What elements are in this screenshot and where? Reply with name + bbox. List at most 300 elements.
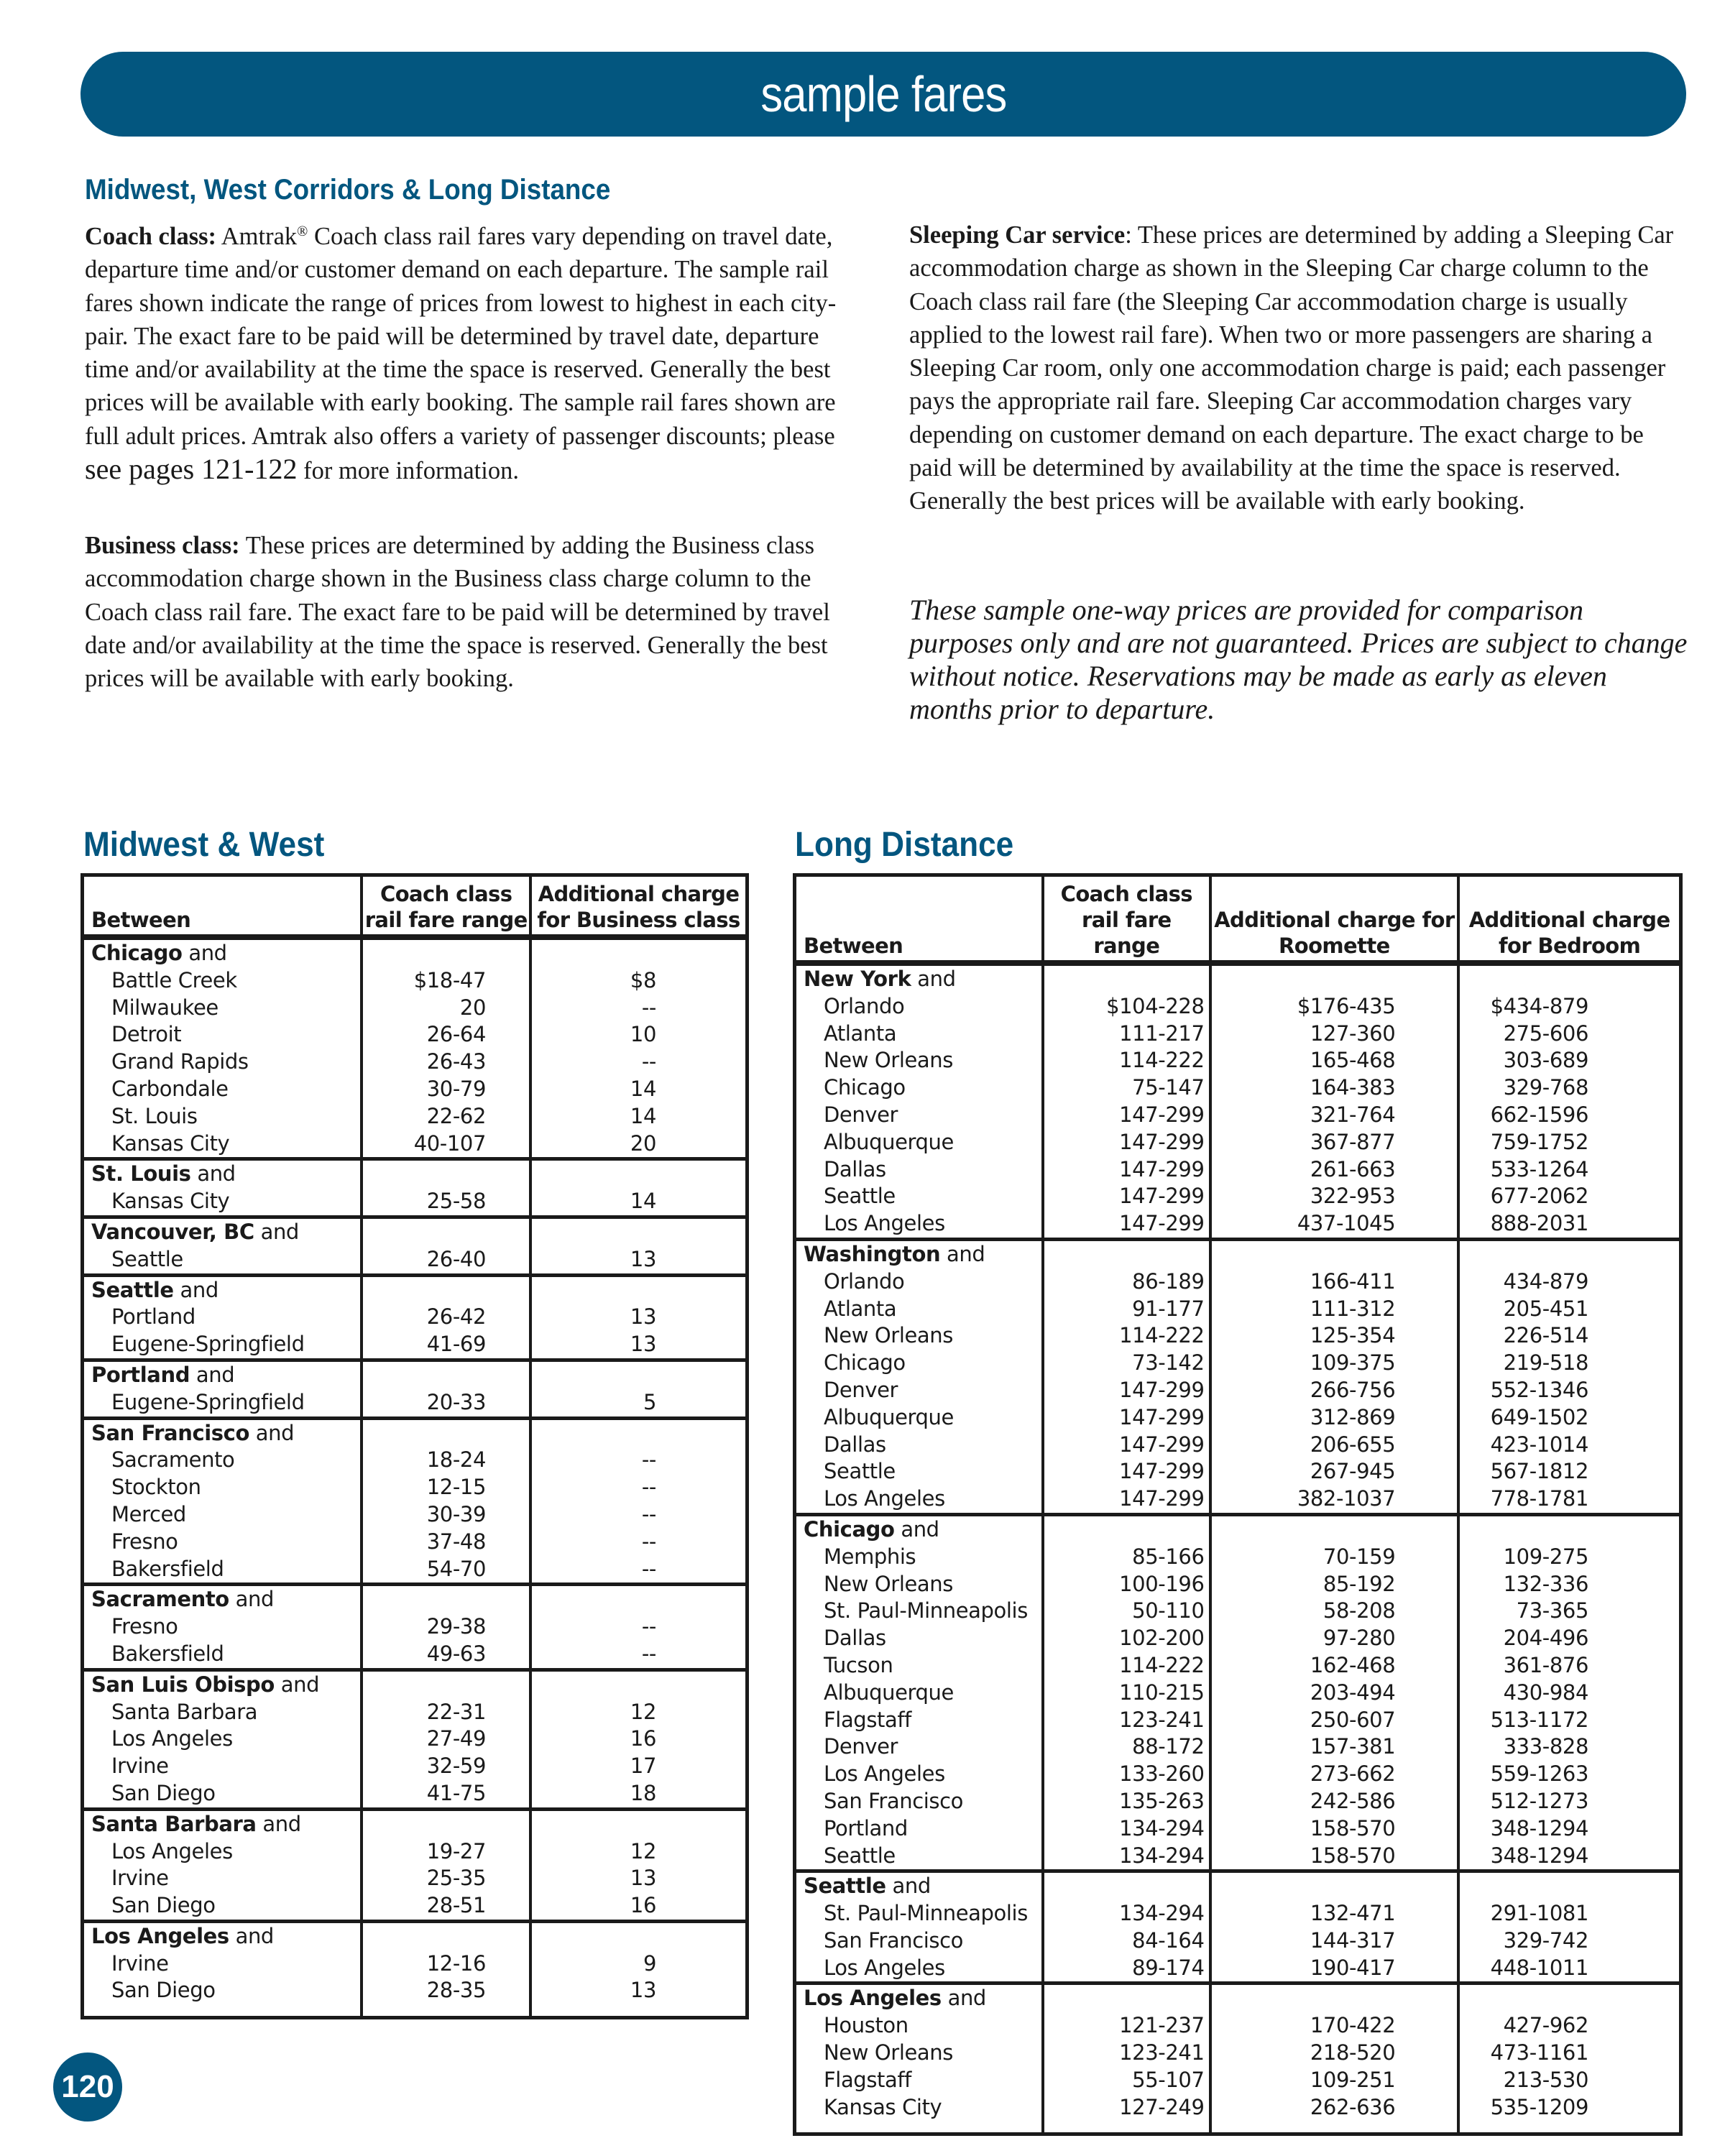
fare-value: 30-39 — [362, 1501, 530, 1529]
origin-group — [83, 1809, 748, 1921]
column-header: Coach class rail fare range — [1043, 875, 1210, 964]
destination-city: Eugene-Springfield — [83, 1331, 362, 1360]
fare-value: 348-1294 — [1458, 1815, 1680, 1843]
fare-value: 109-375 — [1210, 1350, 1459, 1377]
fare-value: 266-756 — [1210, 1377, 1459, 1404]
sleeping-car-paragraph — [909, 218, 1689, 518]
fare-value: 16 — [530, 1892, 747, 1921]
fare-value: 13 — [530, 1865, 747, 1892]
fare-value: 312-869 — [1210, 1404, 1459, 1432]
origin-group — [83, 1921, 748, 2017]
fare-value: -- — [530, 1613, 747, 1641]
table-row — [795, 1815, 1681, 1843]
destination-city: New Orleans — [795, 1047, 1044, 1074]
fare-value: 147-299 — [1043, 1156, 1210, 1184]
fare-value: 662-1596 — [1458, 1102, 1680, 1129]
header-row — [83, 875, 748, 938]
table-row — [795, 2012, 1681, 2040]
fare-value: 427-962 — [1458, 2012, 1680, 2040]
table-row — [795, 1927, 1681, 1955]
origin-group — [795, 1514, 1681, 1871]
origin-group — [795, 963, 1681, 1239]
fare-value: 25-58 — [362, 1188, 530, 1217]
destination-city: Kansas City — [83, 1130, 362, 1159]
fare-value: 12-15 — [362, 1474, 530, 1501]
fare-value: 423-1014 — [1458, 1432, 1680, 1459]
origin-name: San Luis Obispo — [91, 1672, 275, 1697]
fare-value: 147-299 — [1043, 1485, 1210, 1514]
page-number: 120 — [61, 2069, 114, 2104]
table-row — [795, 1625, 1681, 1652]
fare-value: 12 — [530, 1838, 747, 1866]
fare-value: 86-189 — [1043, 1268, 1210, 1296]
table-row — [795, 1129, 1681, 1156]
destination-city: St. Louis — [83, 1103, 362, 1130]
table-row — [795, 1707, 1681, 1734]
fare-value: 26-64 — [362, 1021, 530, 1049]
table-row — [83, 1474, 748, 1501]
fare-value: 26-42 — [362, 1304, 530, 1331]
origin-city: Santa Barbara and — [83, 1809, 362, 1838]
pages-reference-link[interactable]: see pages 121-122 — [85, 453, 298, 486]
fare-value: 110-215 — [1043, 1680, 1210, 1707]
destination-city: Albuquerque — [795, 1404, 1044, 1432]
fare-value: 5 — [530, 1389, 747, 1418]
origin-row — [795, 1514, 1681, 1543]
table-row — [795, 1955, 1681, 1984]
origin-name: St. Louis — [91, 1161, 191, 1187]
table-row — [795, 1485, 1681, 1514]
fare-value: 10 — [530, 1021, 747, 1049]
table-row — [795, 2067, 1681, 2094]
fare-value: 54-70 — [362, 1556, 530, 1585]
fare-value: 533-1264 — [1458, 1156, 1680, 1184]
fare-value: -- — [530, 1556, 747, 1585]
fare-value: 50-110 — [1043, 1598, 1210, 1625]
fare-value: 9 — [530, 1950, 747, 1978]
fare-value: 114-222 — [1043, 1047, 1210, 1074]
destination-city: Battle Creek — [83, 967, 362, 995]
origin-city: San Luis Obispo and — [83, 1669, 362, 1698]
destination-city: Dallas — [795, 1156, 1044, 1184]
fare-value: 134-294 — [1043, 1815, 1210, 1843]
origin-row — [83, 1275, 748, 1304]
fare-value: 512-1273 — [1458, 1788, 1680, 1815]
origin-row — [83, 1921, 748, 1950]
fare-value: 29-38 — [362, 1613, 530, 1641]
origin-group — [83, 1275, 748, 1360]
table-row — [795, 2040, 1681, 2067]
destination-city: Milwaukee — [83, 995, 362, 1022]
origin-row — [83, 1217, 748, 1245]
table-row — [795, 2094, 1681, 2122]
destination-city: Atlanta — [795, 1021, 1044, 1048]
table-row — [83, 1613, 748, 1641]
origin-row — [83, 937, 748, 967]
header-row — [795, 875, 1681, 964]
fare-value: 164-383 — [1210, 1074, 1459, 1102]
origin-name: Sacramento — [91, 1587, 229, 1612]
fare-value: 125-354 — [1210, 1322, 1459, 1350]
destination-city: Bakersfield — [83, 1641, 362, 1669]
origin-group — [83, 1360, 748, 1418]
table-row — [795, 1102, 1681, 1129]
fare-value: 75-147 — [1043, 1074, 1210, 1102]
fare-value: 73-142 — [1043, 1350, 1210, 1377]
fare-value: 85-166 — [1043, 1544, 1210, 1571]
origin-city: Chicago and — [83, 937, 362, 967]
fare-value: 41-75 — [362, 1780, 530, 1809]
table-row — [795, 1761, 1681, 1788]
fare-value: 100-196 — [1043, 1571, 1210, 1598]
fare-value: 73-365 — [1458, 1598, 1680, 1625]
table-row — [83, 1753, 748, 1780]
fare-value: 70-159 — [1210, 1544, 1459, 1571]
fare-value: 219-518 — [1458, 1350, 1680, 1377]
destination-city: Irvine — [83, 1753, 362, 1780]
destination-city: St. Paul-Minneapolis — [795, 1598, 1044, 1625]
table-row — [795, 1544, 1681, 1571]
destination-city: Flagstaff — [795, 1707, 1044, 1734]
fare-value: 203-494 — [1210, 1680, 1459, 1707]
fare-value: 226-514 — [1458, 1322, 1680, 1350]
fare-value: 147-299 — [1043, 1377, 1210, 1404]
fare-value: 18 — [530, 1780, 747, 1809]
origin-city: Los Angeles and — [83, 1921, 362, 1950]
origin-row — [83, 1669, 748, 1698]
table-row — [83, 1641, 748, 1669]
fare-value: 127-249 — [1043, 2094, 1210, 2122]
table-row — [795, 1598, 1681, 1625]
table-row — [83, 1977, 748, 2004]
fare-value: 218-520 — [1210, 2040, 1459, 2067]
destination-city: Eugene-Springfield — [83, 1389, 362, 1418]
fare-value: 97-280 — [1210, 1625, 1459, 1652]
origin-row — [795, 1239, 1681, 1268]
table-row — [795, 1350, 1681, 1377]
destination-city: San Francisco — [795, 1927, 1044, 1955]
destination-city: Houston — [795, 2012, 1044, 2040]
fare-value: 134-294 — [1043, 1843, 1210, 1871]
fare-value: 18-24 — [362, 1447, 530, 1474]
destination-city: Stockton — [83, 1474, 362, 1501]
origin-row — [795, 1871, 1681, 1900]
long-distance-table — [793, 873, 1683, 2136]
fare-value: 111-312 — [1210, 1296, 1459, 1323]
origin-city: Seattle and — [83, 1275, 362, 1304]
destination-city: Detroit — [83, 1021, 362, 1049]
table-row — [83, 1049, 748, 1076]
fare-value: 206-655 — [1210, 1432, 1459, 1459]
destination-city: Denver — [795, 1377, 1044, 1404]
table-row — [795, 993, 1681, 1021]
destination-city: Los Angeles — [795, 1485, 1044, 1514]
destination-city: Denver — [795, 1733, 1044, 1761]
fare-value: 20-33 — [362, 1389, 530, 1418]
fare-value: 242-586 — [1210, 1788, 1459, 1815]
fare-value: 567-1812 — [1458, 1458, 1680, 1485]
sleeping-car-label: Sleeping Car service — [909, 221, 1126, 249]
table-row — [795, 1047, 1681, 1074]
origin-city: Washington and — [795, 1239, 1044, 1268]
fare-value: 437-1045 — [1210, 1210, 1459, 1239]
fare-value: 85-192 — [1210, 1571, 1459, 1598]
midwest-west-table — [80, 873, 749, 2019]
fare-value: 204-496 — [1458, 1625, 1680, 1652]
fare-value: 16 — [530, 1726, 747, 1753]
destination-city: Seattle — [83, 1246, 362, 1275]
fare-value: 22-31 — [362, 1699, 530, 1726]
table-header — [83, 875, 748, 938]
fare-value: $18-47 — [362, 967, 530, 995]
destination-city: Los Angeles — [795, 1210, 1044, 1239]
fare-value: 147-299 — [1043, 1458, 1210, 1485]
fare-value: 22-62 — [362, 1103, 530, 1130]
fare-value: 157-381 — [1210, 1733, 1459, 1761]
fare-value: 473-1161 — [1458, 2040, 1680, 2067]
destination-city: Seattle — [795, 1843, 1044, 1871]
fare-value: $434-879 — [1458, 993, 1680, 1021]
table-row — [83, 1501, 748, 1529]
table-row — [83, 1447, 748, 1474]
origin-name: Santa Barbara — [91, 1811, 257, 1836]
disclaimer-paragraph: These sample one-way prices are provided for comparison purposes only and are not guaranteed. Prices are subject to change without notice. Reservations may be made as early as eleven months prior to departure. — [909, 594, 1688, 725]
page-title: sample fares — [760, 66, 1007, 122]
table-row — [795, 1156, 1681, 1184]
fare-value: 114-222 — [1043, 1322, 1210, 1350]
fare-value: 14 — [530, 1076, 747, 1103]
origin-group — [795, 1871, 1681, 1984]
table-row — [795, 1322, 1681, 1350]
table-row — [83, 1838, 748, 1866]
destination-city: Merced — [83, 1501, 362, 1529]
destination-city: San Francisco — [795, 1788, 1044, 1815]
fare-value: 127-360 — [1210, 1021, 1459, 1048]
business-class-text: These prices are determined by adding the Business class accommodation charge shown in the Business class charge column to the Coach class rail fare. The exact fare to be paid will be determined by travel date and/or availability at the time the space is reserved. Generally the best prices will be available with early booking. — [85, 532, 830, 693]
table-row — [795, 1458, 1681, 1485]
long-distance-title: Long Distance — [795, 826, 1014, 864]
origin-name: Seattle — [91, 1277, 174, 1302]
fare-value: 275-606 — [1458, 1021, 1680, 1048]
coach-class-paragraph — [85, 220, 857, 487]
fare-value: 165-468 — [1210, 1047, 1459, 1074]
fare-value: 273-662 — [1210, 1761, 1459, 1788]
origin-name: Washington — [804, 1241, 941, 1266]
destination-city: Los Angeles — [795, 1955, 1044, 1984]
fare-value: 333-828 — [1458, 1733, 1680, 1761]
table-row — [795, 1296, 1681, 1323]
table-row — [83, 1103, 748, 1130]
origin-city: Chicago and — [795, 1514, 1044, 1543]
table-row — [795, 1021, 1681, 1048]
fare-value: -- — [530, 1501, 747, 1529]
fare-value: 649-1502 — [1458, 1404, 1680, 1432]
fare-value: 84-164 — [1043, 1927, 1210, 1955]
fare-value: 17 — [530, 1753, 747, 1780]
origin-row — [83, 1360, 748, 1388]
destination-city: New Orleans — [795, 2040, 1044, 2067]
origin-name: Portland — [91, 1362, 190, 1387]
fare-value: 158-570 — [1210, 1843, 1459, 1871]
table-row — [83, 1304, 748, 1331]
origin-row — [795, 1984, 1681, 2012]
coach-class-text-end: for more information. — [297, 457, 519, 485]
fare-value: 147-299 — [1043, 1404, 1210, 1432]
table-row — [83, 1780, 748, 1809]
fare-value: 147-299 — [1043, 1129, 1210, 1156]
fare-value: 888-2031 — [1458, 1210, 1680, 1239]
table-row — [83, 1865, 748, 1892]
origin-city: Sacramento and — [83, 1585, 362, 1613]
fare-value: 291-1081 — [1458, 1900, 1680, 1927]
fare-value: 28-51 — [362, 1892, 530, 1921]
table-row — [83, 1130, 748, 1159]
table-row — [795, 1788, 1681, 1815]
fare-value: 205-451 — [1458, 1296, 1680, 1323]
fare-value: 367-877 — [1210, 1129, 1459, 1156]
origin-group — [795, 1239, 1681, 1514]
origin-city: Los Angeles and — [795, 1984, 1044, 2012]
origin-name: Chicago — [804, 1516, 895, 1542]
fare-value: 111-217 — [1043, 1021, 1210, 1048]
fare-value: 109-251 — [1210, 2067, 1459, 2094]
table-row — [83, 1331, 748, 1360]
destination-city: Bakersfield — [83, 1556, 362, 1585]
fare-value: 329-768 — [1458, 1074, 1680, 1102]
destination-city: Albuquerque — [795, 1129, 1044, 1156]
table-row — [795, 1733, 1681, 1761]
origin-group — [83, 1217, 748, 1275]
fare-value: 133-260 — [1043, 1761, 1210, 1788]
fare-value: 329-742 — [1458, 1927, 1680, 1955]
fare-value: 448-1011 — [1458, 1955, 1680, 1984]
origin-row — [795, 963, 1681, 993]
brand-name: Amtrak — [221, 223, 298, 250]
fare-value: 134-294 — [1043, 1900, 1210, 1927]
origin-name: New York — [804, 967, 911, 991]
fare-value: 89-174 — [1043, 1955, 1210, 1984]
fare-value: 147-299 — [1043, 1432, 1210, 1459]
registered-mark: ® — [297, 224, 308, 239]
table-row — [795, 1432, 1681, 1459]
destination-city: Dallas — [795, 1625, 1044, 1652]
origin-row — [83, 1809, 748, 1838]
destination-city: Los Angeles — [83, 1726, 362, 1753]
destination-city: Seattle — [795, 1458, 1044, 1485]
origin-row — [83, 1159, 748, 1188]
fare-value: 535-1209 — [1458, 2094, 1680, 2122]
fare-value: 14 — [530, 1188, 747, 1217]
origin-group — [83, 1159, 748, 1217]
origin-name: Seattle — [804, 1874, 886, 1899]
fare-value: 20 — [530, 1130, 747, 1159]
table-row — [83, 1556, 748, 1585]
fare-value: 147-299 — [1043, 1102, 1210, 1129]
fare-value: 303-689 — [1458, 1047, 1680, 1074]
fare-value: 135-263 — [1043, 1788, 1210, 1815]
destination-city: Sacramento — [83, 1447, 362, 1474]
destination-city: San Diego — [83, 1780, 362, 1809]
origin-row — [83, 1585, 748, 1613]
fare-value: -- — [530, 1447, 747, 1474]
fare-value: 58-208 — [1210, 1598, 1459, 1625]
column-header: Between — [83, 875, 362, 938]
table-row — [83, 1188, 748, 1217]
fare-value: 37-48 — [362, 1529, 530, 1556]
fare-value: 552-1346 — [1458, 1377, 1680, 1404]
table-row — [83, 1726, 748, 1753]
table-row — [83, 1389, 748, 1418]
table-row — [795, 1652, 1681, 1680]
column-header: Additional charge for Roomette — [1210, 875, 1459, 964]
origin-city: New York and — [795, 963, 1044, 993]
fare-value: 123-241 — [1043, 2040, 1210, 2067]
fare-value: 27-49 — [362, 1726, 530, 1753]
table-header — [795, 875, 1681, 964]
destination-city: San Diego — [83, 1977, 362, 2004]
fare-value: 55-107 — [1043, 2067, 1210, 2094]
fare-value: 261-663 — [1210, 1156, 1459, 1184]
destination-city: Memphis — [795, 1544, 1044, 1571]
fare-value: 434-879 — [1458, 1268, 1680, 1296]
fare-value: 30-79 — [362, 1076, 530, 1103]
fare-value: 158-570 — [1210, 1815, 1459, 1843]
fare-value: 102-200 — [1043, 1625, 1210, 1652]
fare-value: 759-1752 — [1458, 1129, 1680, 1156]
table-row — [83, 1699, 748, 1726]
table-row — [83, 1246, 748, 1275]
fare-value: 91-177 — [1043, 1296, 1210, 1323]
fare-value: 262-636 — [1210, 2094, 1459, 2122]
page-banner — [80, 52, 1686, 137]
origin-group — [83, 937, 748, 1159]
fare-value: $8 — [530, 967, 747, 995]
origin-city: St. Louis and — [83, 1159, 362, 1188]
fare-value: 513-1172 — [1458, 1707, 1680, 1734]
table-row — [83, 995, 748, 1022]
destination-city: Tucson — [795, 1652, 1044, 1680]
destination-city: Portland — [83, 1304, 362, 1331]
origin-group — [83, 1418, 748, 1585]
coach-class-text: Coach class rail fares vary depending on travel date, departure time and/or customer demand on each departure. The sample rail fares shown indicate the range of prices from lowest to highest in each city-pair. The exact fare to be paid will be determined by travel date, departure time and/or availability at the time the space is reserved. Generally the best prices will be available with early booking. The sample rail fares shown are full adult prices. Amtrak also offers a variety of passenger discounts; please — [85, 223, 837, 450]
origin-name: San Francisco — [91, 1420, 249, 1445]
fare-value: 267-945 — [1210, 1458, 1459, 1485]
coach-class-label: Coach class: — [85, 223, 217, 250]
destination-city: Fresno — [83, 1613, 362, 1641]
table-row — [795, 1183, 1681, 1210]
table-row — [795, 1268, 1681, 1296]
fare-value: -- — [530, 995, 747, 1022]
fare-value: 13 — [530, 1977, 747, 2004]
destination-city: Grand Rapids — [83, 1049, 362, 1076]
origin-group — [83, 1669, 748, 1809]
fare-value: $176-435 — [1210, 993, 1459, 1021]
column-header: Additional charge for Bedroom — [1458, 875, 1680, 964]
destination-city: Portland — [795, 1815, 1044, 1843]
fare-value: 109-275 — [1458, 1544, 1680, 1571]
table-row — [795, 1843, 1681, 1871]
destination-city: Dallas — [795, 1432, 1044, 1459]
fare-value: 114-222 — [1043, 1652, 1210, 1680]
fare-value: 26-43 — [362, 1049, 530, 1076]
destination-city: Flagstaff — [795, 2067, 1044, 2094]
origin-city: Seattle and — [795, 1871, 1044, 1900]
fare-value: 132-336 — [1458, 1571, 1680, 1598]
fare-value: -- — [530, 1049, 747, 1076]
fare-value: 25-35 — [362, 1865, 530, 1892]
column-header: Coach class rail fare range — [362, 875, 530, 938]
fare-value: 13 — [530, 1304, 747, 1331]
